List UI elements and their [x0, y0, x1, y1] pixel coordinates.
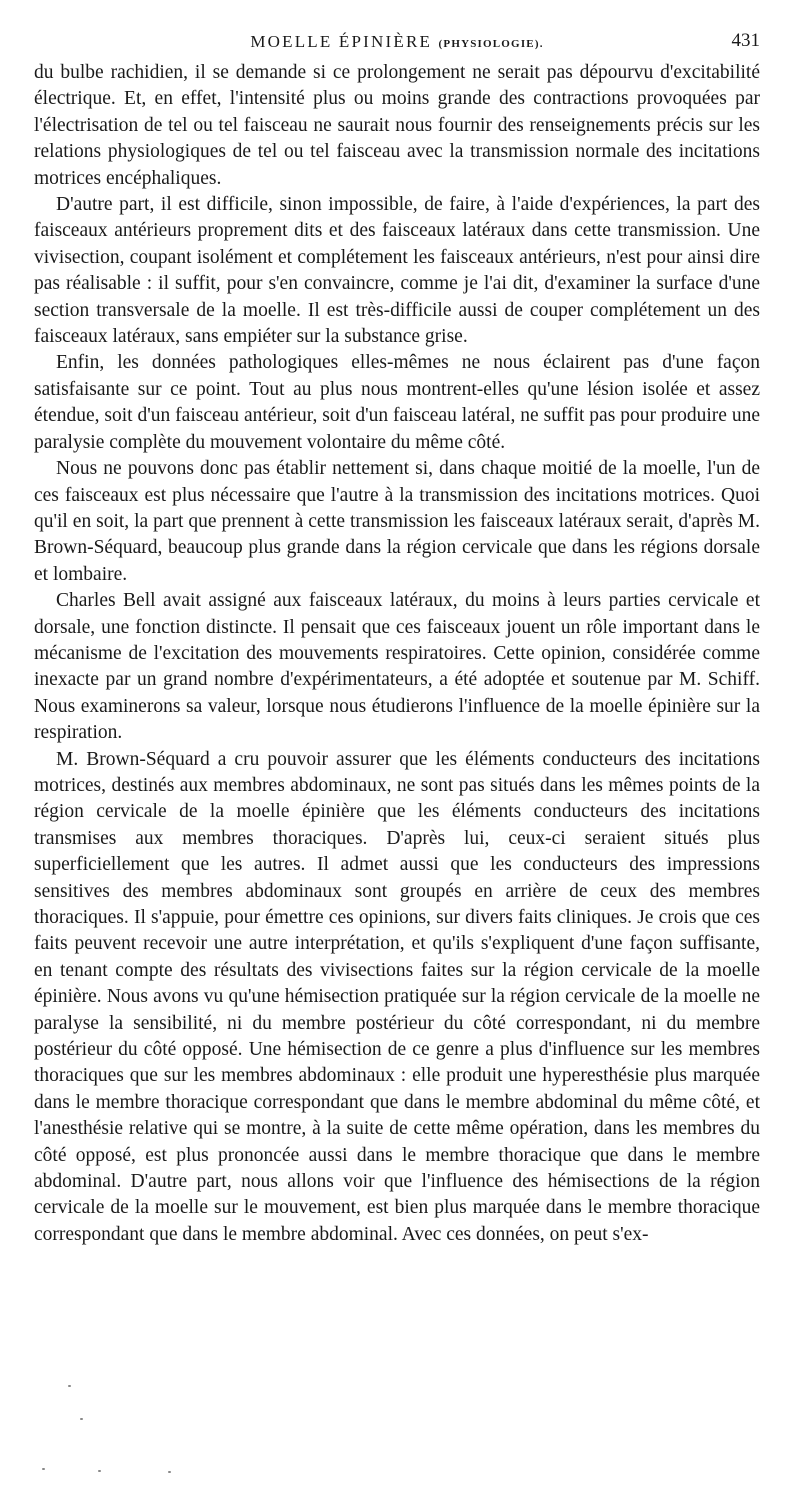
scan-speck — [168, 1471, 171, 1473]
scan-speck — [80, 1418, 83, 1420]
scan-speck — [42, 1468, 45, 1470]
paragraph-5: Charles Bell avait assigné aux faisceaux latéraux, du moins à leurs parties cervicale et dorsale, une fonction distincte. Il pensait que ces faisceaux jouent un rôle important dans le mécanisme de l'excitation des mouvements respiratoires. Cette opinion, considérée comme inexacte par un grand nombre d'expérimentateurs, a été adoptée et soutenue par M. Schiff. Nous examinerons sa valeur, lorsque nous étudierons l'influence de la moelle épinière sur la respiration. — [34, 590, 760, 744]
paragraph-3: Enfin, les données pathologiques elles-mêmes ne nous éclairent pas d'une façon satisfaisante sur ce point. Tout au plus nous montrent-elles qu'une lésion isolée et assez étendue, soit d'un faisceau antérieur, soit d'un faisceau latéral, ne suffit pas pour produire une paralysie complète du mouvement volontaire du même côté. — [34, 352, 760, 453]
running-title — [34, 32, 760, 54]
page-number: 431 — [731, 30, 760, 51]
paragraph-1: du bulbe rachidien, il se demande si ce prolongement ne serait pas dépourvu d'excitabilité électrique. Et, en effet, l'intensité plus ou moins grande des contractions provoquées par l'électrisation de tel ou tel faisceau ne saurait nous fournir des renseignements précis sur les relations physiologiques de tel ou tel faisceau avec la transmission normale des incitations motrices encéphaliques. — [34, 62, 760, 189]
running-head — [34, 30, 760, 56]
paragraph-4: Nous ne pouvons donc pas établir nettement si, dans chaque moitié de la moelle, l'un de ces faisceaux est plus nécessaire que l'autre à la transmission des incitations motrices. Quoi qu'il en soit, la part que prennent à cette transmission les faisceaux latéraux serait, d'après M. Brown-Séquard, beaucoup plus grande dans la région cervicale que dans les régions dorsale et lombaire. — [34, 458, 760, 585]
paragraph-2: D'autre part, il est difficile, sinon impossible, de faire, à l'aide d'expériences, la part des faisceaux antérieurs proprement dits et des faisceaux latéraux dans cette transmission. Une vivisection, coupant isolément et complétement les faisceaux antérieurs, n'est pour ainsi dire pas réalisable : il suffit, pour s'en convaincre, comme je l'ai dit, d'examiner la surface d'une section transversale de la moelle. Il est très-difficile aussi de couper complétement un des faisceaux latéraux, sans empiéter sur la substance grise. — [34, 194, 760, 348]
scan-speck — [98, 1470, 101, 1472]
paragraph-6: M. Brown-Séquard a cru pouvoir assurer que les éléments conducteurs des incitations motrices, destinés aux membres abdominaux, ne sont pas situés dans les mêmes points de la région cervicale de la moelle épinière que les éléments conducteurs des incitations transmises aux membres thoraciques. D'après lui, ceux-ci seraient situés plus superficiellement que les autres. Il admet aussi que les conducteurs des impressions sensitives des membres abdominaux sont groupés en arrière de ceux des membres thoraciques. Il s'appuie, pour émettre ces opinions, sur divers faits cliniques. Je crois que ces faits peuvent recevoir une autre interprétation, et qu'ils s'expliquent d'une façon suffisante, en tenant compte des résultats des vivisections faites sur la région cervicale de la moelle épinière. Nous avons vu qu'une hémisection pratiquée sur la région cervicale de la moelle ne paralyse la sensibilité, ni du membre postérieur du côté correspondant, ni du membre postérieur du côté opposé. Une hémisection de ce genre a plus d'influence sur les membres thoraciques que sur les membres abdominaux : elle produit une hyperesthésie plus marquée dans le membre thoracique correspondant que dans le membre abdominal du même côté, et l'anesthésie relative qui se montre, à la suite de cette même opération, dans les membres du côté opposé, est plus prononcée aussi dans le membre thoracique que dans le membre abdominal. D'autre part, nous allons voir que l'influence des hémisections de la région cervicale de la moelle sur le mouvement, est bien plus marquée dans le membre thoracique correspondant que dans le membre abdominal. Avec ces données, on peut s'ex- — [34, 748, 760, 1245]
running-title-subtitle: (PHYSIOLOGIE). — [438, 38, 544, 50]
running-title-main: MOELLE ÉPINIÈRE — [250, 32, 433, 51]
scan-speck — [68, 1385, 71, 1387]
body-text — [34, 60, 760, 1248]
